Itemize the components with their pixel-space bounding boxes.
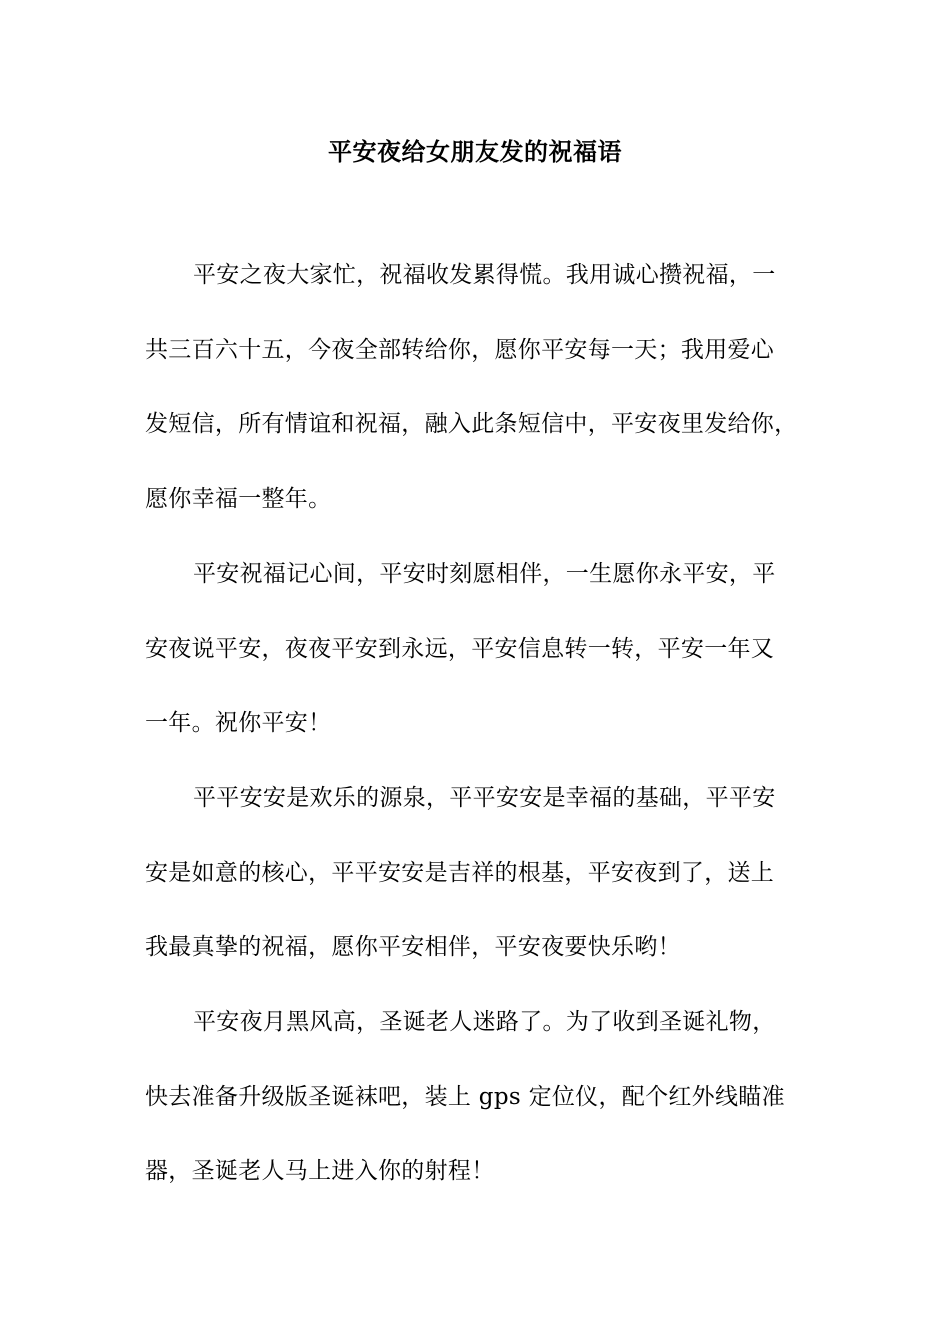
paragraph-line: 平平安安是欢乐的源泉，平平安安是幸福的基础，平平安	[193, 785, 776, 811]
paragraph-line: 平安祝福记心间，平安时刻愿相伴，一生愿你永平安，平	[193, 561, 776, 587]
paragraph-line: 平安夜月黑风高，圣诞老人迷路了。为了收到圣诞礼物，	[193, 1009, 776, 1035]
paragraph-line: 器，圣诞老人马上进入你的射程！	[145, 1158, 495, 1184]
paragraph-line: 发短信，所有情谊和祝福，融入此条短信中，平安夜里发给你，	[145, 411, 798, 437]
paragraph-line: 我最真挚的祝福，愿你平安相伴，平安夜要快乐哟！	[145, 934, 681, 960]
paragraph-line: 愿你幸福一整年。	[145, 485, 332, 512]
document-title: 平安夜给女朋友发的祝福语	[328, 137, 622, 166]
paragraph-1	[145, 238, 833, 536]
paragraph-3	[145, 761, 833, 985]
paragraph-line: 一年。祝你平安！	[145, 710, 332, 736]
paragraph-line: 平安之夜大家忙，祝福收发累得慌。我用诚心攒祝福，一	[193, 262, 776, 288]
paragraph-line: 快去准备升级版圣诞袜吧，装上 gps 定位仪，配个红外线瞄准	[145, 1083, 785, 1110]
paragraph-line: 安是如意的核心，平平安安是吉祥的根基，平安夜到了，送上	[145, 859, 775, 886]
paragraph-line: 安夜说平安，夜夜平安到永远，平安信息转一转，平安一年又	[145, 635, 775, 662]
paragraph-4	[145, 985, 833, 1209]
paragraph-2	[145, 537, 833, 761]
paragraph-line: 共三百六十五，今夜全部转给你，愿你平安每一天；我用爱心	[145, 336, 775, 363]
